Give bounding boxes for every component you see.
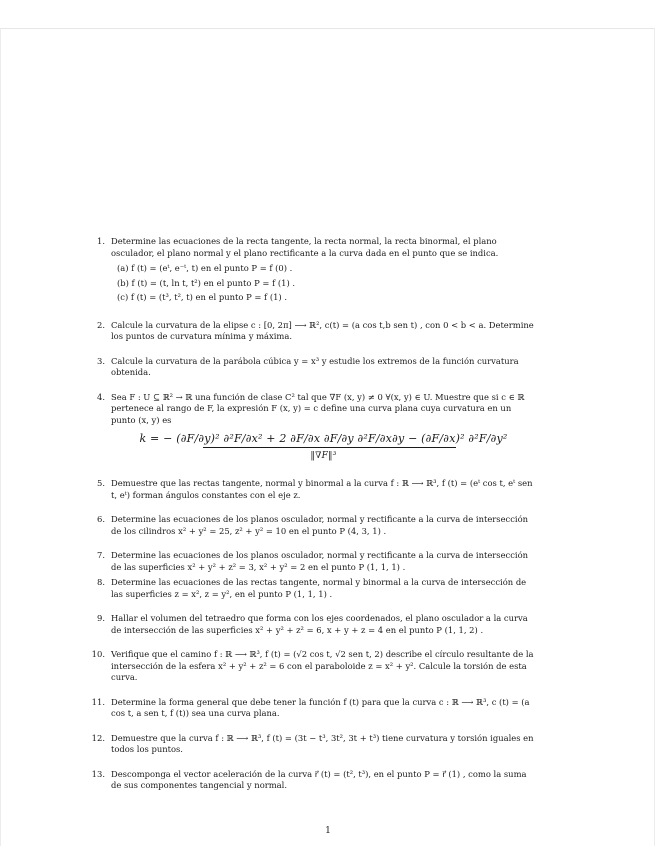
exercise-11 bbox=[90, 697, 536, 720]
exercise-text: Calcule la curvatura de la elipse c : [0, 2π] ⟶ ℝ², c(t) = (a cos t,b sen t) , con 0 < b < a. Determine los puntos de curvatura mínima y máxima. bbox=[111, 319, 534, 341]
formula-numerator: k = − (∂F/∂y)² ∂²F/∂x² + 2 ∂F/∂x ∂F/∂y ∂²F/∂x∂y − (∂F/∂x)² ∂²F/∂y² bbox=[139, 432, 508, 445]
exercise-2 bbox=[90, 320, 536, 343]
sub-item-c: (c) f (t) = (t³, t², t) en el punto P = f (1) . bbox=[117, 292, 288, 302]
exercise-list bbox=[90, 236, 536, 805]
exercise-5 bbox=[90, 478, 536, 501]
sub-item-a: (a) f (t) = (eᵗ, e⁻ᵗ, t) en el punto P = f (0) . bbox=[117, 263, 293, 273]
exercise-1 bbox=[90, 236, 536, 307]
exercise-text: Demuestre que las rectas tangente, normal y binormal a la curva f : ℝ ⟶ ℝ³, f (t) = (eᵗ cos t, eᵗ sen t, eᵗ) forman ángulos constantes con el eje z. bbox=[111, 478, 533, 500]
exercise-text: Hallar el volumen del tetraedro que forma con los ejes coordenados, el plano osculador a la curva de intersección de las superficies x² + y² + z² = 6, x + y + z = 4 en el punto P (1, 1, 2) . bbox=[111, 613, 528, 635]
exercise-text: Calcule la curvatura de la parábola cúbica y = x³ y estudie los extremos de la función curvatura obtenida. bbox=[111, 355, 519, 377]
exercise-text: Demuestre que la curva f : ℝ ⟶ ℝ³, f (t) = (3t − t³, 3t², 3t + t³) tiene curvatura y torsión iguales en todos los puntos. bbox=[111, 732, 534, 754]
exercise-number: 13. bbox=[91, 768, 105, 779]
exercise-12 bbox=[90, 733, 536, 756]
exercise-10 bbox=[90, 649, 536, 684]
page-number: 1 bbox=[325, 826, 331, 836]
fraction-bar bbox=[203, 447, 456, 448]
exercise-number: 2. bbox=[97, 319, 105, 330]
exercise-number: 9. bbox=[97, 613, 105, 623]
exercise-text: Determine la forma general que debe tener la función f (t) para que la curva c : ℝ ⟶ ℝ³, c (t) = (a cos t, a sen t, f (t)) sea una curva plana. bbox=[111, 696, 530, 718]
exercise-number: 12. bbox=[91, 732, 105, 743]
exercise-text: Determine las ecuaciones de los planos osculador, normal y rectificante a la curva de intersección de los cilindros x² + y² = 25, z² + y² = 10 en el punto P (4, 3, 1) . bbox=[111, 514, 529, 536]
exercise-number: 3. bbox=[97, 355, 105, 366]
exercise-8 bbox=[90, 577, 536, 600]
exercise-text: Determine las ecuaciones de los planos osculador, normal y rectificante a la curva de intersección de las superficies x² + y² + z² = 3, x² + y² = 2 en el punto P (1, 1, 1) . bbox=[111, 550, 529, 572]
exercise-6 bbox=[90, 514, 536, 537]
exercise-number: 11. bbox=[91, 696, 105, 707]
exercise-number: 5. bbox=[97, 478, 105, 488]
curvature-formula bbox=[111, 432, 536, 463]
exercise-text: Descomponga el vector aceleración de la curva r⃗ (t) = (t², t³), en el punto P = r⃗ (1) , como la suma de sus componentes tangencial y normal. bbox=[111, 768, 527, 790]
sub-items bbox=[117, 263, 536, 304]
exercise-number: 6. bbox=[97, 514, 105, 524]
exercise-number: 1. bbox=[97, 236, 105, 246]
exercise-text: Determine las ecuaciones de las rectas tangente, normal y binormal a la curva de intersección de las superficies z = x², z = y², en el punto P (1, 1, 1) . bbox=[111, 577, 527, 599]
exercise-number: 7. bbox=[97, 550, 105, 560]
exercise-number: 10. bbox=[91, 649, 105, 659]
exercise-text: Determine las ecuaciones de la recta tangente, la recta normal, la recta binormal, el plano osculador, el plano normal y el plano rectificante a la curva dada en el punto que se indica. bbox=[111, 236, 499, 258]
exercise-3 bbox=[90, 356, 536, 379]
exercise-number: 8. bbox=[97, 577, 105, 587]
exercise-4 bbox=[90, 392, 536, 466]
formula-denominator: ‖∇F‖³ bbox=[310, 451, 337, 461]
exercise-text: Sea F : U ⊆ ℝ² → ℝ una función de clase C² tal que ∇F (x, y) ≠ 0 ∀(x, y) ∈ U. Muestre que si c ∈ ℝ pertenece al rango de F, la expresión F (x, y) = c define una curva plana cuya curvatura en un punto (x, y) es bbox=[111, 391, 525, 425]
sub-item-b: (b) f (t) = (t, ln t, t²) en el punto P = f (1) . bbox=[117, 277, 296, 288]
exercise-number: 4. bbox=[97, 391, 105, 402]
exercise-13 bbox=[90, 769, 536, 792]
exercise-9 bbox=[90, 613, 536, 636]
exercise-7 bbox=[90, 550, 536, 573]
exercise-text: Verifique que el camino f : ℝ ⟶ ℝ³, f (t) = (√2 cos t, √2 sen t, 2) describe el círculo resultante de la intersección de la esfera x² + y² + z² = 6 con el paraboloide z = x² + y². Calcule la torsión de esta curva. bbox=[111, 649, 534, 682]
